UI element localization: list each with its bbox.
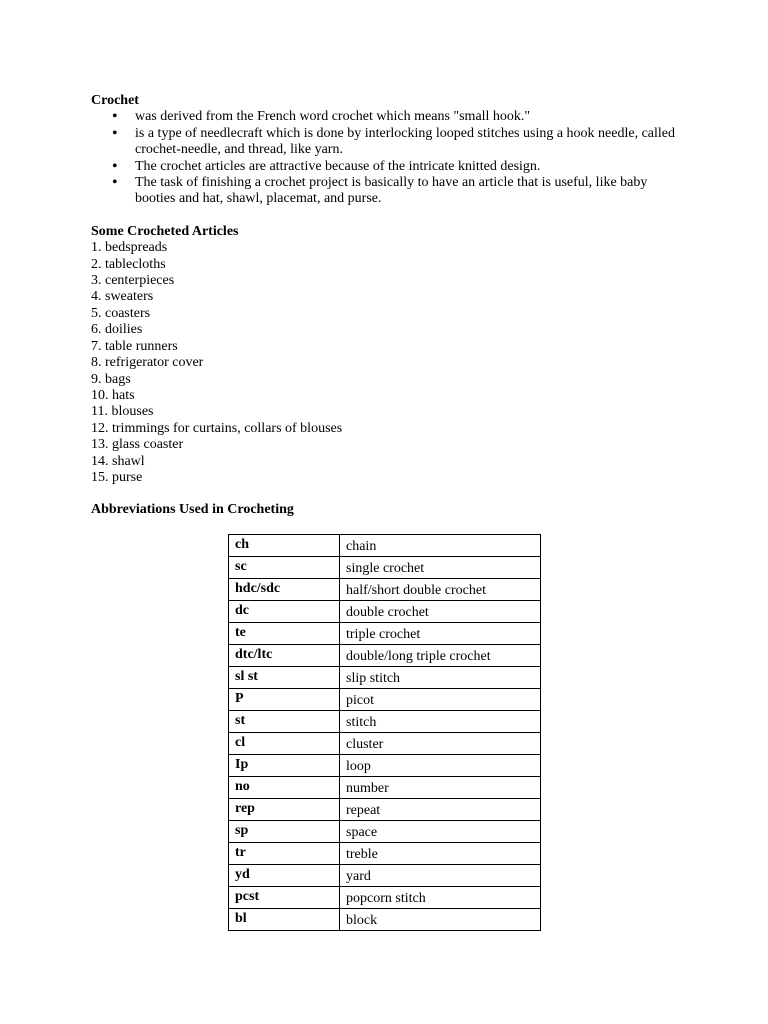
document-page	[91, 93, 681, 519]
table-row	[229, 821, 541, 843]
list-item: 5. coasters	[91, 305, 151, 321]
meaning-cell: single crochet	[340, 557, 541, 579]
abbreviation-cell: hdc/sdc	[229, 579, 340, 601]
list-item: 12. trimmings for curtains, collars of blouses	[91, 420, 343, 436]
meaning-cell: chain	[340, 535, 541, 557]
crochet-bullet-list	[91, 109, 681, 207]
meaning-cell: slip stitch	[340, 667, 541, 689]
abbreviations-heading: Abbreviations Used in Crocheting	[91, 502, 294, 518]
meaning-cell: treble	[340, 843, 541, 865]
abbreviation-cell: dc	[229, 601, 340, 623]
abbreviation-cell: no	[229, 777, 340, 799]
list-item: 14. shawl	[91, 453, 145, 469]
table-row	[229, 645, 541, 667]
table-row	[229, 909, 541, 931]
abbreviation-cell: pcst	[229, 887, 340, 909]
table-row	[229, 777, 541, 799]
list-item: 3. centerpieces	[91, 273, 175, 289]
table-row	[229, 689, 541, 711]
list-item: 13. glass coaster	[91, 437, 184, 453]
abbreviation-cell: sl st	[229, 667, 340, 689]
meaning-cell: cluster	[340, 733, 541, 755]
list-item: 15. purse	[91, 469, 143, 485]
bullet-item: • The task of finishing a crochet project is basically to have an article that is useful, like baby booties and hat, shawl, placemat, and purse.	[91, 175, 691, 208]
table-row	[229, 557, 541, 579]
table-row	[229, 755, 541, 777]
meaning-cell: half/short double crochet	[340, 579, 541, 601]
meaning-cell: triple crochet	[340, 623, 541, 645]
meaning-cell: number	[340, 777, 541, 799]
table-row	[229, 843, 541, 865]
crochet-heading: Crochet	[91, 93, 139, 108]
meaning-cell: picot	[340, 689, 541, 711]
abbreviation-cell: te	[229, 623, 340, 645]
bullet-item: • was derived from the French word crochet which means "small hook."	[91, 109, 691, 125]
meaning-cell: space	[340, 821, 541, 843]
table-row	[229, 623, 541, 645]
abbreviation-cell: rep	[229, 799, 340, 821]
list-item: 7. table runners	[91, 338, 178, 354]
bullet-item: • is a type of needlecraft which is done by interlocking looped stitches using a hook needle, called crochet-needle, and thread, like yarn.	[91, 126, 691, 159]
abbreviation-cell: sp	[229, 821, 340, 843]
bullet-item: • The crochet articles are attractive because of the intricate knitted design.	[91, 159, 691, 175]
abbreviation-cell: cl	[229, 733, 340, 755]
meaning-cell: stitch	[340, 711, 541, 733]
list-item: 9. bags	[91, 371, 131, 387]
abbreviation-cell: ch	[229, 535, 340, 557]
list-item: 6. doilies	[91, 322, 143, 338]
abbreviation-cell: tr	[229, 843, 340, 865]
meaning-cell: double/long triple crochet	[340, 645, 541, 667]
table-row	[229, 887, 541, 909]
abbreviations-table	[228, 534, 541, 931]
abbreviation-cell: P	[229, 689, 340, 711]
table-row	[229, 601, 541, 623]
list-item: 1. bedspreads	[91, 240, 168, 256]
articles-heading: Some Crocheted Articles	[91, 223, 239, 239]
meaning-cell: double crochet	[340, 601, 541, 623]
abbreviation-cell: Ip	[229, 755, 340, 777]
list-item: 2. tablecloths	[91, 256, 166, 272]
abbreviation-cell: sc	[229, 557, 340, 579]
meaning-cell: repeat	[340, 799, 541, 821]
table-row	[229, 711, 541, 733]
abbreviation-cell: bl	[229, 909, 340, 931]
meaning-cell: loop	[340, 755, 541, 777]
table-row	[229, 667, 541, 689]
table-row	[229, 799, 541, 821]
list-item: 10. hats	[91, 387, 135, 403]
table-row	[229, 579, 541, 601]
articles-list	[91, 240, 681, 486]
meaning-cell: yard	[340, 865, 541, 887]
list-item: 8. refrigerator cover	[91, 355, 204, 371]
meaning-cell: popcorn stitch	[340, 887, 541, 909]
abbreviation-cell: dtc/ltc	[229, 645, 340, 667]
meaning-cell: block	[340, 909, 541, 931]
list-item: 4. sweaters	[91, 289, 154, 305]
table-row	[229, 865, 541, 887]
abbreviation-cell: st	[229, 711, 340, 733]
table-row	[229, 733, 541, 755]
list-item: 11. blouses	[91, 404, 154, 420]
abbreviation-cell: yd	[229, 865, 340, 887]
table-row	[229, 535, 541, 557]
